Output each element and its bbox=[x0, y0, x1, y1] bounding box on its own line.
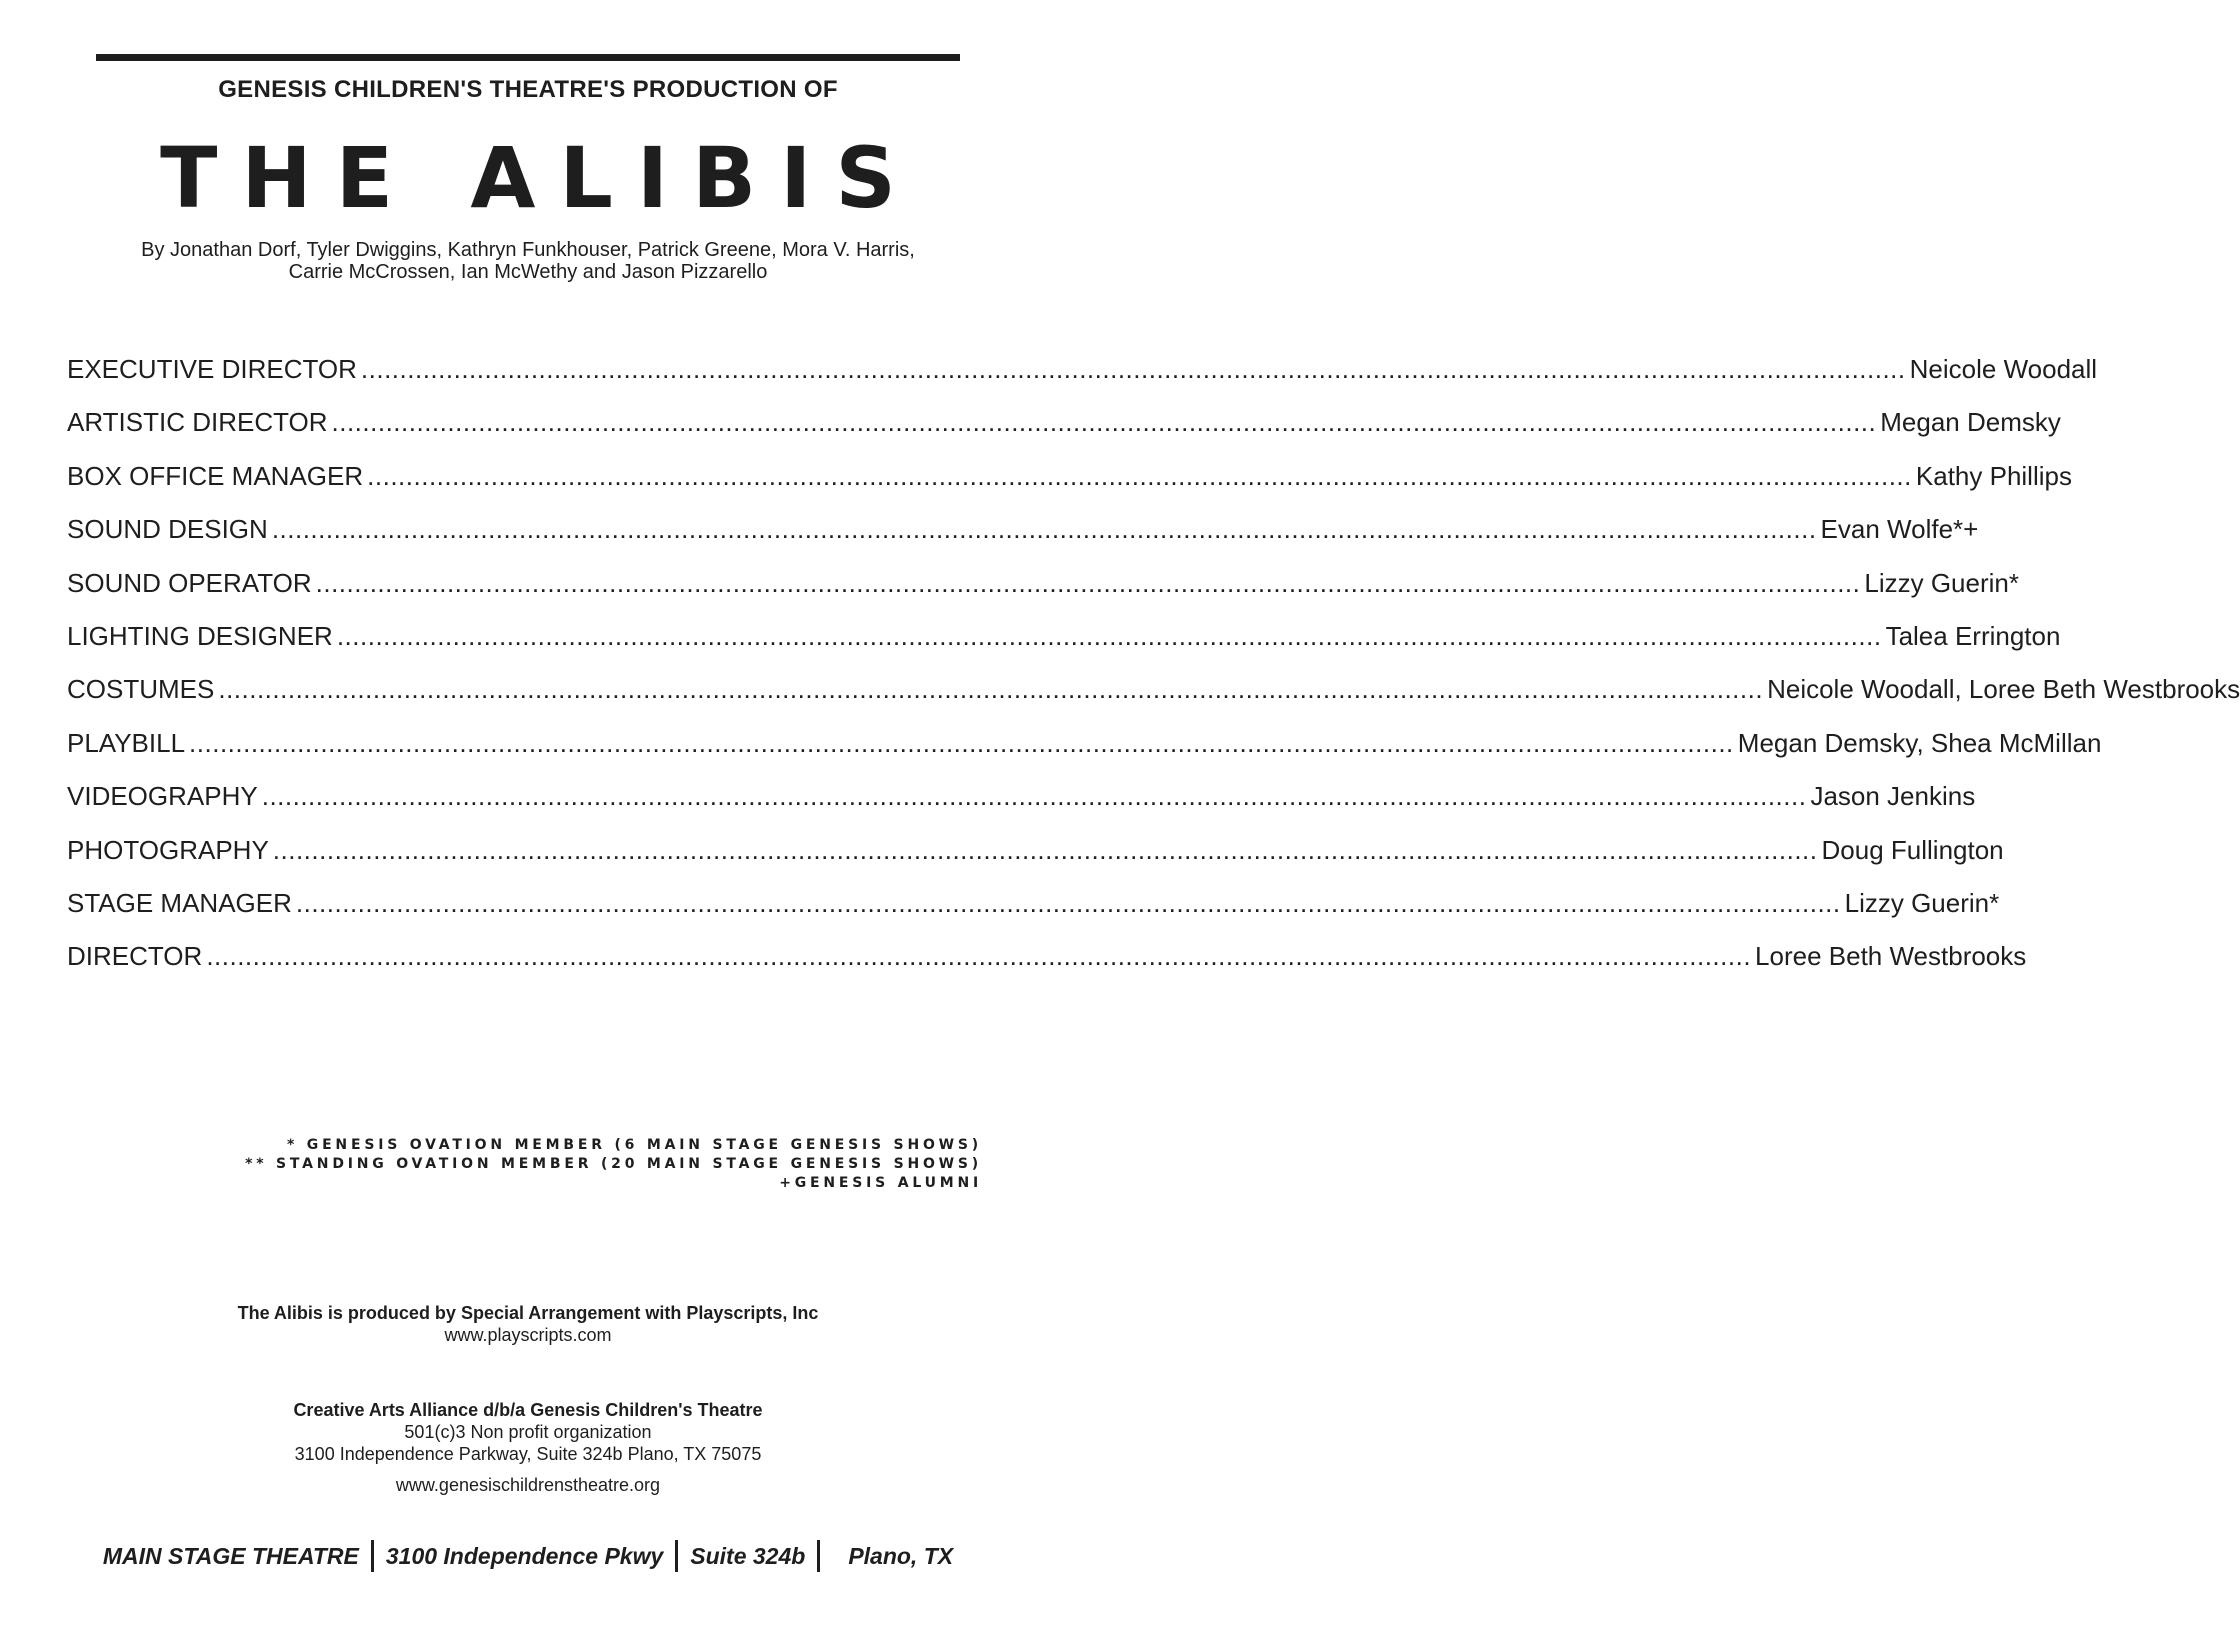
playscripts-link[interactable]: www.playscripts.com bbox=[444, 1325, 612, 1345]
credit-name: Loree Beth Westbrooks bbox=[1755, 941, 2027, 972]
authors-line-1: By Jonathan Dorf, Tyler Dwiggins, Kathryn Funkhouser, Patrick Greene, Mora V. Harris, bbox=[141, 239, 915, 261]
venue-name: MAIN STAGE THEATRE bbox=[102, 1542, 359, 1569]
credit-name: Lizzy Guerin* bbox=[1844, 887, 2000, 918]
organization-address: 3100 Independence Parkway, Suite 324b Plano, TX 75075 bbox=[294, 1444, 762, 1464]
credit-row-costumes bbox=[67, 674, 2240, 727]
organization-info bbox=[0, 1399, 1056, 1496]
organization-website-link[interactable]: www.genesischildrenstheatre.org bbox=[395, 1475, 661, 1495]
arrangement-notice: The Alibis is produced by Special Arrangement with Playscripts, Inc bbox=[237, 1303, 819, 1323]
credit-role: PHOTOGRAPHY bbox=[67, 834, 269, 865]
dot-leader: ........................................................................................................................................................................................................ bbox=[336, 620, 1882, 651]
credit-role: SOUND OPERATOR bbox=[67, 567, 312, 598]
credit-row-director bbox=[67, 941, 2027, 994]
credit-name: Doug Fullington bbox=[1821, 834, 2004, 865]
credit-name: Kathy Phillips bbox=[1915, 460, 2072, 491]
dot-leader: ........................................................................................................................................................................................................ bbox=[218, 674, 1764, 705]
top-rule bbox=[96, 54, 960, 61]
dot-leader: ........................................................................................................................................................................................................ bbox=[367, 460, 1912, 491]
credit-role: EXECUTIVE DIRECTOR bbox=[67, 354, 357, 384]
legend-standing-ovation-member: ** STANDING OVATION MEMBER (20 MAIN STAGE GENESIS SHOWS) bbox=[245, 1156, 982, 1172]
footer-divider bbox=[675, 1540, 678, 1572]
credit-row-videography bbox=[67, 781, 1976, 834]
credit-name: Neicole Woodall, Loree Beth Westbrooks bbox=[1767, 674, 2240, 705]
dot-leader: ........................................................................................................................................................................................................ bbox=[360, 354, 1906, 384]
credit-name: Lizzy Guerin* bbox=[1864, 567, 2019, 598]
credit-role: STAGE MANAGER bbox=[67, 887, 292, 918]
dot-leader: ........................................................................................................................................................................................................ bbox=[189, 727, 1734, 758]
credit-role: LIGHTING DESIGNER bbox=[67, 620, 333, 651]
production-credits-list bbox=[67, 354, 2240, 995]
organization-status: 501(c)3 Non profit organization bbox=[404, 1422, 652, 1442]
production-heading: GENESIS CHILDREN'S THEATRE'S PRODUCTION OF bbox=[218, 76, 838, 103]
dot-leader: ........................................................................................................................................................................................................ bbox=[271, 514, 1817, 545]
rights-arrangement bbox=[0, 1302, 1056, 1346]
footer-divider bbox=[817, 1540, 820, 1572]
membership-legend bbox=[245, 1136, 982, 1193]
venue-suite: Suite 324b bbox=[690, 1542, 806, 1569]
credit-row-photography bbox=[67, 834, 2004, 888]
venue-footer bbox=[0, 1540, 1056, 1572]
authors-line-2: Carrie McCrossen, Ian McWethy and Jason Pizzarello bbox=[288, 261, 768, 283]
credit-name: Talea Errington bbox=[1885, 620, 2061, 651]
credit-row-sound-design bbox=[67, 514, 1979, 567]
credit-role: SOUND DESIGN bbox=[67, 514, 268, 545]
legend-alumni: +GENESIS ALUMNI bbox=[779, 1175, 982, 1191]
credit-role: VIDEOGRAPHY bbox=[67, 781, 258, 812]
credit-role: BOX OFFICE MANAGER bbox=[67, 460, 364, 491]
credit-row-sound-operator bbox=[67, 567, 2019, 621]
credit-row-stage-manager bbox=[67, 887, 2000, 941]
credit-name: Jason Jenkins bbox=[1810, 781, 1976, 812]
dot-leader: ........................................................................................................................................................................................................ bbox=[295, 887, 1841, 918]
credit-role: ARTISTIC DIRECTOR bbox=[67, 407, 328, 438]
show-title: THE ALIBIS bbox=[160, 129, 920, 227]
credit-name: Megan Demsky, Shea McMillan bbox=[1737, 727, 2102, 758]
credit-row-lighting-designer bbox=[67, 620, 2061, 674]
credit-row-playbill bbox=[67, 727, 2102, 781]
credit-row-executive-director bbox=[67, 354, 2098, 407]
authors-credit bbox=[0, 239, 1056, 283]
credit-name: Neicole Woodall bbox=[1909, 354, 2098, 384]
dot-leader: ........................................................................................................................................................................................................ bbox=[206, 941, 1752, 972]
credit-name: Evan Wolfe*+ bbox=[1820, 514, 1979, 545]
dot-leader: ........................................................................................................................................................................................................ bbox=[331, 407, 1877, 438]
credit-row-box-office-manager bbox=[67, 460, 2072, 514]
credit-row-artistic-director bbox=[67, 407, 2061, 460]
credit-role: COSTUMES bbox=[67, 674, 215, 705]
dot-leader: ........................................................................................................................................................................................................ bbox=[261, 781, 1807, 812]
venue-street: 3100 Independence Pkwy bbox=[385, 1542, 664, 1569]
organization-name: Creative Arts Alliance d/b/a Genesis Children's Theatre bbox=[293, 1400, 763, 1420]
legend-ovation-member: * GENESIS OVATION MEMBER (6 MAIN STAGE GENESIS SHOWS) bbox=[286, 1137, 982, 1153]
credit-name: Megan Demsky bbox=[1880, 407, 2061, 438]
credit-role: DIRECTOR bbox=[67, 941, 203, 972]
footer-divider bbox=[371, 1540, 374, 1572]
venue-city: Plano, TX bbox=[848, 1542, 954, 1569]
credit-role: PLAYBILL bbox=[67, 727, 186, 758]
dot-leader: ........................................................................................................................................................................................................ bbox=[315, 567, 1861, 598]
dot-leader: ........................................................................................................................................................................................................ bbox=[272, 834, 1818, 865]
